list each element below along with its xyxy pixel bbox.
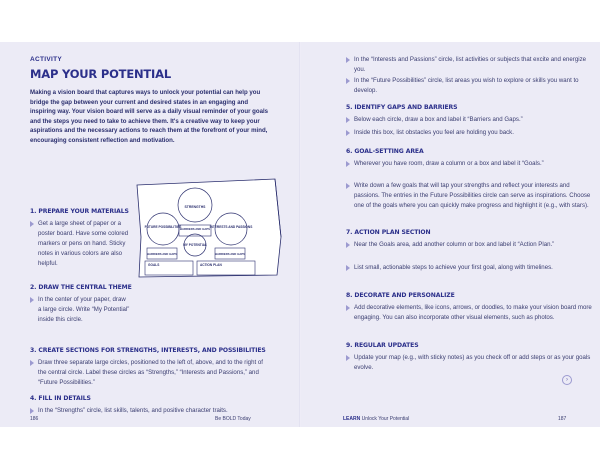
left-page-number: 186 (30, 416, 39, 422)
strengths-label: STRENGTHS (184, 205, 206, 209)
step-8-bullet: Add decorative elements, like icons, arrows, or doodles, to make your vision board more engaging. You can also incorporate other visual elements, such as photos. (346, 303, 594, 323)
step-9-bullet: Update your map (e.g., with sticky notes) as you check off or add steps or as your goals evolve. (346, 353, 594, 373)
step-6-bullet-2: Write down a few goals that will tap your strengths and reflect your interests and passions. The entries in the Future Possibilities circle can serve as inspirations. Choose one of the goals where you can quickly make progress and highlight it (e.g., with stars). (346, 181, 594, 211)
barriers-left-label: BARRIERS AND GAPS (146, 252, 178, 256)
step-1-bullet: Get a large sheet of paper or a poster board. Have some colored markers or pens on hand. Sticky notes in various colors are also helpful. (30, 219, 130, 269)
step-8-heading: 8. DECORATE AND PERSONALIZE (346, 292, 455, 299)
action-plan-label: ACTION PLAN (200, 263, 222, 267)
activity-kicker: ACTIVITY (30, 56, 63, 63)
continue-arrow-icon[interactable]: › (562, 375, 572, 385)
future-bullet: In the “Future Possibilities” circle, list areas you wish to explore or skills you want to develop. (346, 76, 594, 96)
future-label: FUTURE POSSIBILITIES (144, 225, 182, 229)
step-9-heading: 9. REGULAR UPDATES (346, 342, 419, 349)
step-7-heading: 7. ACTION PLAN SECTION (346, 229, 431, 236)
interests-label: INTERESTS AND PASSIONS (209, 225, 253, 229)
right-footer-section (343, 416, 409, 422)
step-1-heading: 1. PREPARE YOUR MATERIALS (30, 208, 129, 215)
goals-label: GOALS (148, 263, 160, 267)
step-5-bullet-2: Inside this box, list obstacles you feel are holding you back. (346, 128, 594, 138)
step-3-heading: 3. CREATE SECTIONS FOR STRENGTHS, INTERESTS, AND POSSIBILITIES (30, 347, 266, 354)
footer-section-label: LEARN (343, 416, 361, 422)
interests-bullet: In the “Interests and Passions” circle, list activities or subjects that excite and energize you. (346, 55, 594, 75)
my-potential-label: MY POTENTIAL (183, 243, 207, 247)
footer-section-title: Unlock Your Potential (361, 416, 410, 422)
page-title: MAP YOUR POTENTIAL (30, 67, 171, 81)
right-page (301, 42, 600, 427)
barriers-top-label: BARRIERS AND GAPS (179, 227, 211, 231)
step-4-heading: 4. FILL IN DETAILS (30, 395, 91, 402)
step-5-bullet-1: Below each circle, draw a box and label it “Barriers and Gaps.” (346, 115, 594, 125)
step-4-bullet: In the “Strengths” circle, list skills, talents, and positive character traits. (30, 406, 288, 416)
right-page-number: 187 (558, 416, 567, 422)
vision-board-diagram (135, 177, 283, 279)
left-page (0, 42, 299, 427)
step-3-bullet: Draw three separate large circles, positioned to the left of, above, and to the right of the central circle. Label these circles as “Strengths,” “Interests and Passions,” and “Future Possibilities.” (30, 358, 270, 388)
step-2-bullet: In the center of your paper, draw a large circle. Write “My Potential” inside this circle. (30, 295, 130, 325)
step-7-bullet-1: Near the Goals area, add another column or box and label it “Action Plan.” (346, 240, 594, 250)
left-footer-title: Be BOLD Today (215, 416, 251, 422)
barriers-right-label: BARRIERS AND GAPS (214, 252, 246, 256)
intro-paragraph: Making a vision board that captures ways to unlock your potential can help you bridge the gap between your current and desired states in an engaging and inspiring way. Your vision board will serve as a daily visual reminder of your goals and the steps you need to take to achieve them. It's a creative way to keep your aspirations and the necessary actions to reach them at the forefront of your mind, encouraging consistent reflection and motivation. (30, 89, 269, 144)
step-2-heading: 2. DRAW THE CENTRAL THEME (30, 284, 132, 291)
step-6-heading: 6. GOAL-SETTING AREA (346, 148, 424, 155)
step-6-bullet-1: Wherever you have room, draw a column or a box and label it “Goals.” (346, 159, 594, 169)
book-spread (0, 42, 600, 427)
step-7-bullet-2: List small, actionable steps to achieve your first goal, along with timelines. (346, 263, 594, 273)
step-5-heading: 5. IDENTIFY GAPS AND BARRIERS (346, 104, 458, 111)
